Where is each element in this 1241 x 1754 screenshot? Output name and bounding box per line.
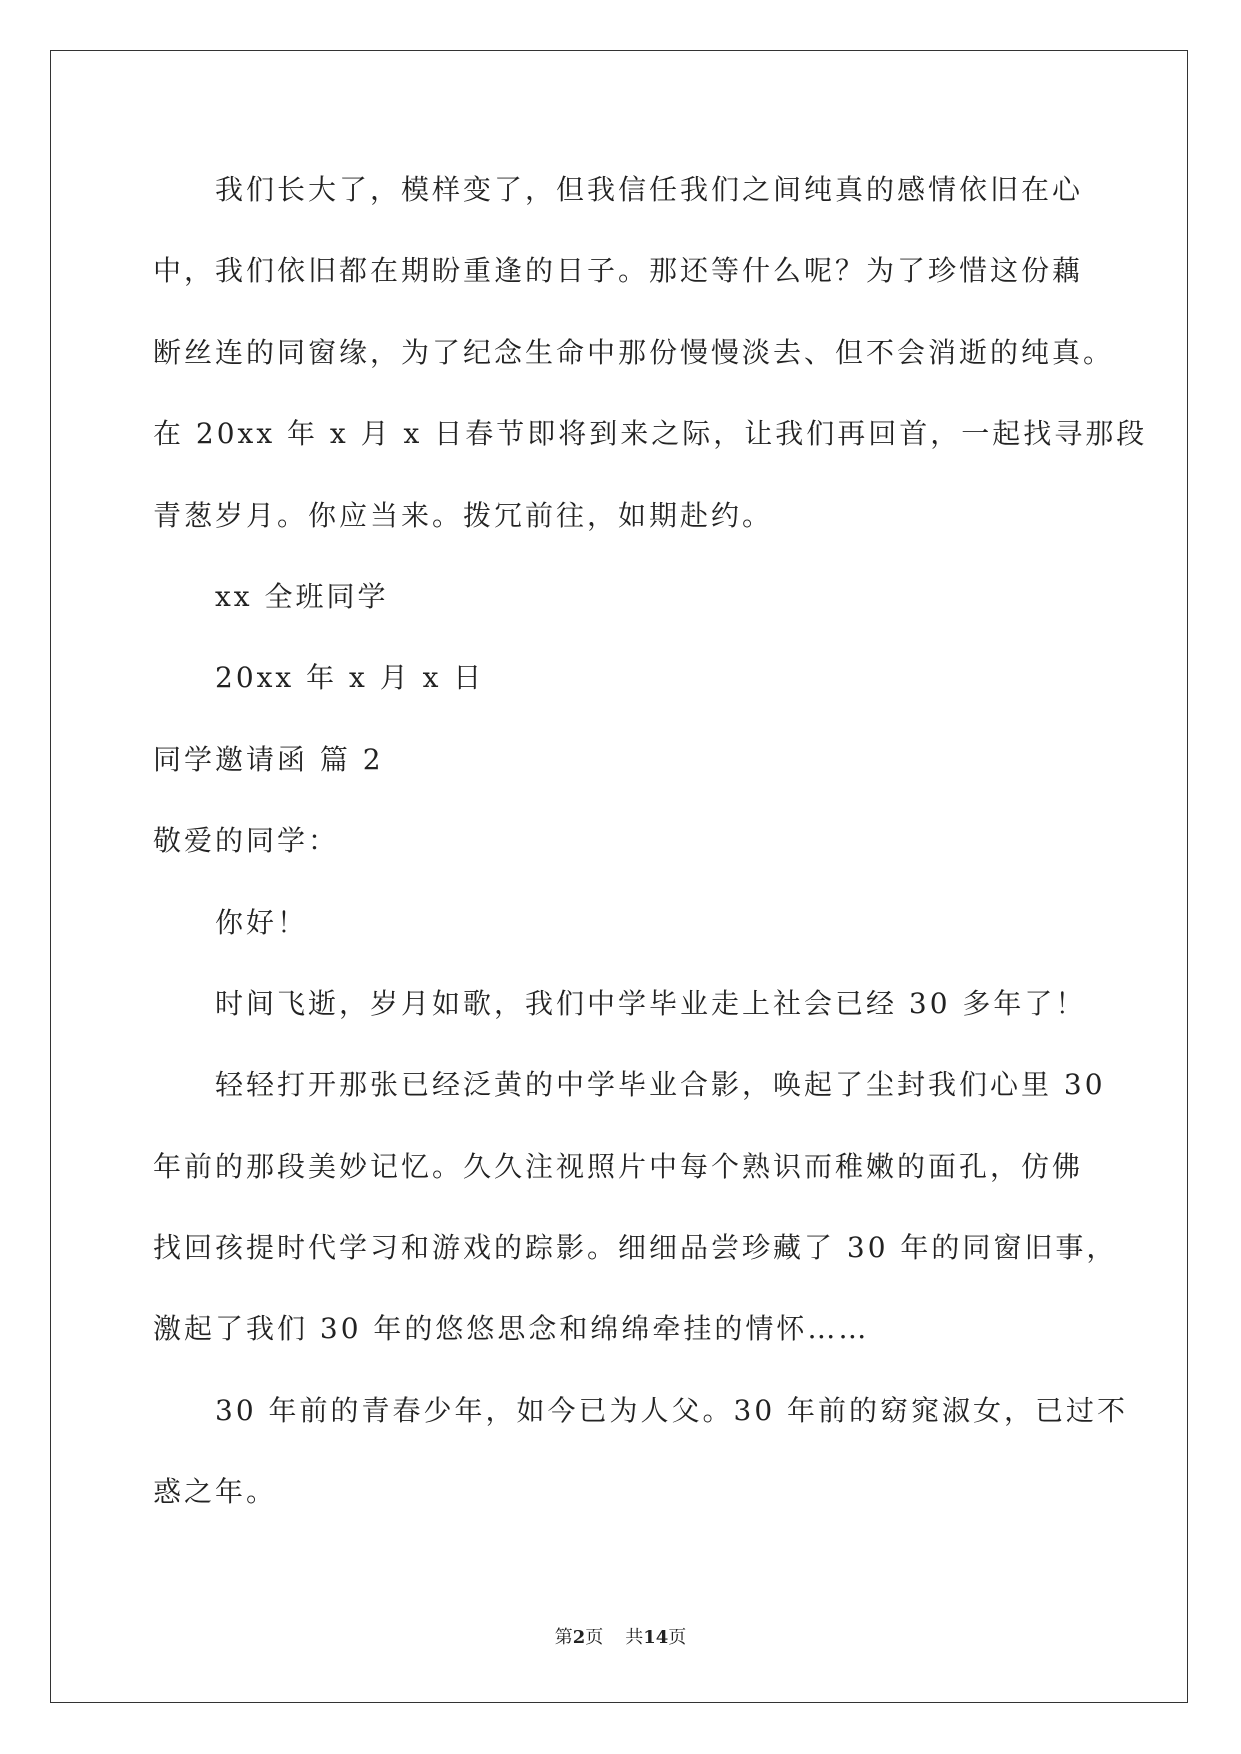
salutation: 敬爱的同学： [153, 824, 340, 858]
total-pages-number: 14 [643, 1627, 669, 1648]
signature-date: 20xx 年 x 月 x 日 [215, 661, 485, 695]
current-page-number: 2 [572, 1627, 586, 1648]
paragraph-line: 找回孩提时代学习和游戏的踪影。细细品尝珍藏了 30 年的同窗旧事， [153, 1231, 1118, 1265]
page-total [625, 1627, 686, 1648]
paragraph-line: 时间飞逝，岁月如歌，我们中学毕业走上社会已经 30 多年了！ [215, 986, 1087, 1020]
paragraph-line: 我们长大了，模样变了，但我信任我们之间纯真的感情依旧在心 [215, 173, 1084, 206]
paragraph-line: 中，我们依旧都在期盼重逢的日子。那还等什么呢？为了珍惜这份藕 [153, 254, 1084, 288]
paragraph-line: 断丝连的同窗缘，为了纪念生命中那份慢慢淡去、但不会消逝的纯真。 [153, 335, 1115, 369]
document-body [153, 149, 1163, 1533]
total-prefix: 共 [625, 1627, 644, 1648]
paragraph-line: 惑之年。 [153, 1475, 278, 1509]
paragraph-line: 轻轻打开那张已经泛黄的中学毕业合影，唤起了尘封我们心里 30 [215, 1068, 1106, 1102]
page-suffix: 页 [585, 1627, 604, 1648]
greeting: 你好！ [215, 905, 309, 939]
section-heading: 同学邀请函 篇 2 [153, 742, 384, 776]
paragraph-line: 在 20xx 年 x 月 x 日春节即将到来之际，让我们再回首，一起找寻那段 [153, 417, 1148, 451]
paragraph-line: 30 年前的青春少年，如今已为人父。30 年前的窈窕淑女，已过不 [215, 1393, 1129, 1427]
page-prefix: 第 [554, 1627, 573, 1648]
signature-sender: xx 全班同学 [215, 579, 389, 613]
total-suffix: 页 [668, 1627, 687, 1648]
paragraph-line: 年前的那段美妙记忆。久久注视照片中每个熟识而稚嫩的面孔，仿佛 [153, 1149, 1084, 1183]
page-number [555, 1627, 604, 1648]
paragraph-line: 激起了我们 30 年的悠悠思念和绵绵牵挂的情怀…… [153, 1312, 870, 1346]
paragraph-line: 青葱岁月。你应当来。拨冗前往，如期赴约。 [153, 498, 774, 532]
page-footer [0, 1624, 1241, 1652]
